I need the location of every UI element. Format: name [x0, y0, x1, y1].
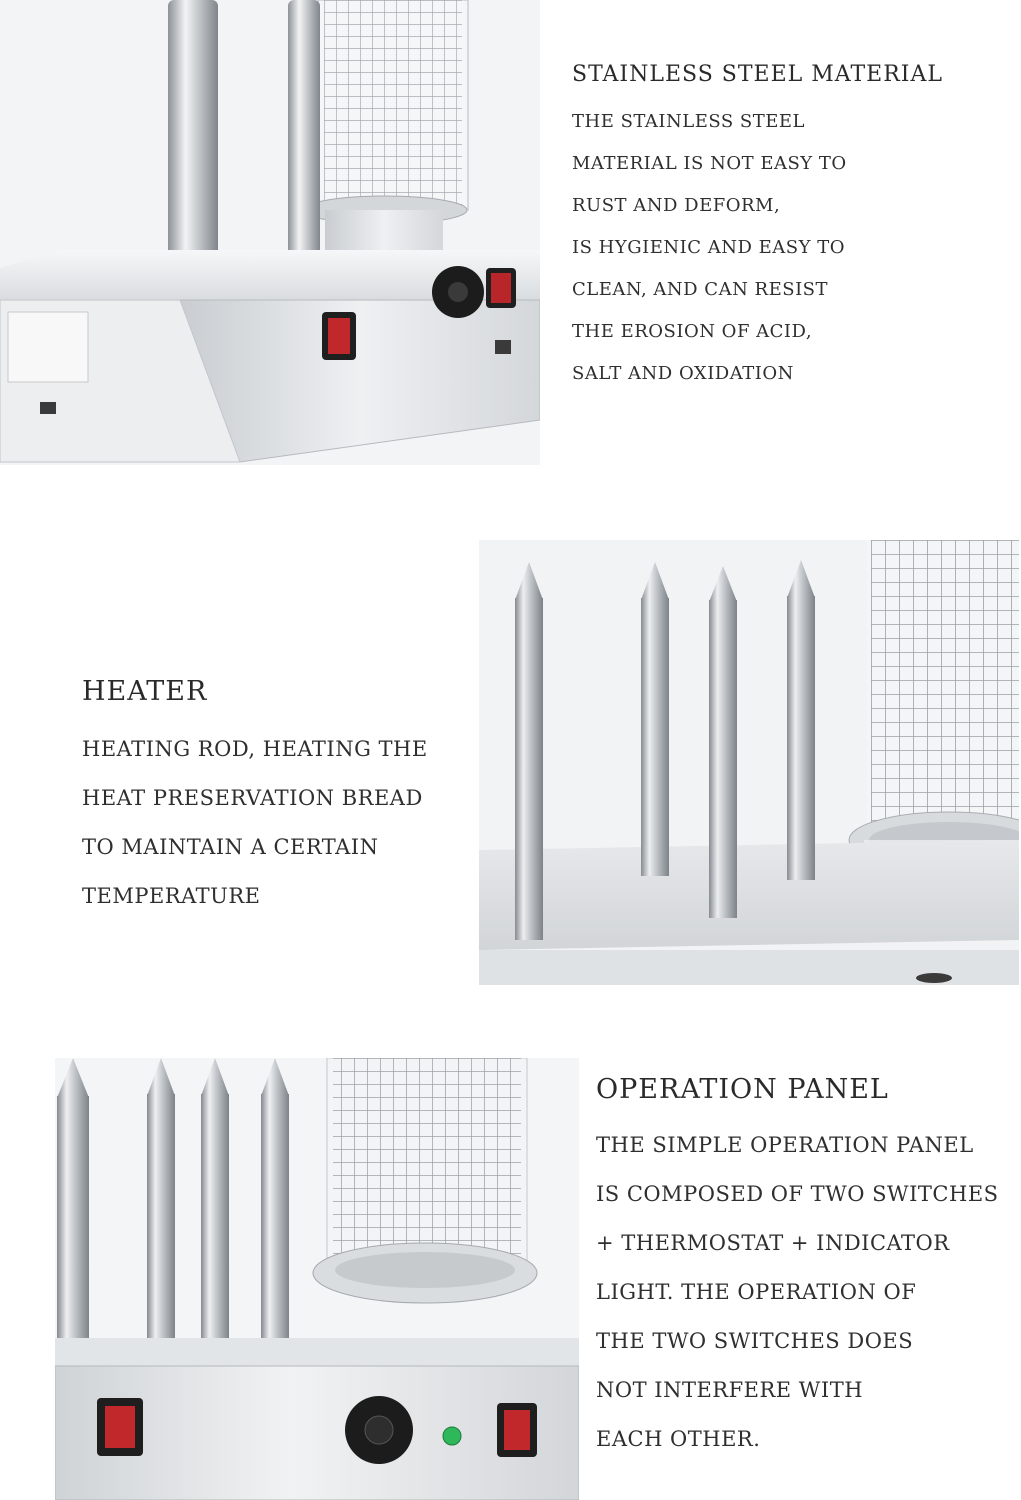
body-line: NOT INTERFERE WITH [596, 1378, 864, 1402]
heater-section [82, 676, 472, 921]
body-line: CLEAN, AND CAN RESIST [572, 279, 829, 300]
section-heading: HEATER [82, 676, 208, 707]
body-line: THE STAINLESS STEEL [572, 111, 806, 132]
stainless-steel-section [572, 62, 1012, 395]
body-line: RUST AND DEFORM, [572, 195, 781, 216]
body-line: IS HYGIENIC AND EASY TO [572, 237, 845, 258]
operation-panel-section [596, 1074, 1016, 1464]
body-line: + THERMOSTAT + INDICATOR [596, 1231, 950, 1255]
body-line: EACH OTHER. [596, 1427, 761, 1451]
stainless-steel-photo [0, 0, 540, 465]
body-line: LIGHT. THE OPERATION OF [596, 1280, 917, 1304]
body-line: IS COMPOSED OF TWO SWITCHES [596, 1182, 999, 1206]
body-line: THE TWO SWITCHES DOES [596, 1329, 914, 1353]
operation-panel-photo [55, 1058, 579, 1500]
body-line: SALT AND OXIDATION [572, 363, 794, 384]
section-heading: OPERATION PANEL [596, 1074, 889, 1105]
body-line: TO MAINTAIN A CERTAIN [82, 835, 379, 859]
heater-photo [479, 540, 1019, 985]
body-line: HEAT PRESERVATION BREAD [82, 786, 423, 810]
section-heading: STAINLESS STEEL MATERIAL [572, 62, 943, 87]
body-line: HEATING ROD, HEATING THE [82, 737, 428, 761]
body-line: THE SIMPLE OPERATION PANEL [596, 1133, 974, 1157]
body-line: THE EROSION OF ACID, [572, 321, 813, 342]
body-line: TEMPERATURE [82, 884, 261, 908]
body-line: MATERIAL IS NOT EASY TO [572, 153, 847, 174]
